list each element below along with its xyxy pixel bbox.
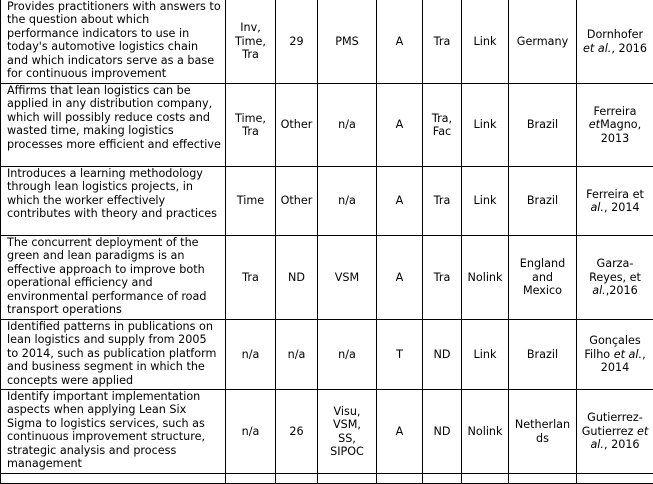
tool-line: Visu,: [321, 405, 373, 418]
approach-cell: [377, 320, 423, 390]
sample-cell: [276, 390, 318, 474]
link-cell: [462, 167, 509, 236]
area-cell: [423, 320, 462, 390]
description-cell: [1, 236, 226, 320]
sample-cell: [276, 84, 318, 167]
tool-line: n/a: [321, 118, 373, 131]
author-name: Garza-Reyes, et: [589, 257, 641, 283]
country-cell: [509, 0, 577, 84]
author-cell: [577, 390, 653, 474]
tool-line: SS,: [321, 432, 373, 445]
sample-text: 29: [289, 35, 303, 48]
empty-cell: [423, 474, 462, 484]
link-cell: [462, 84, 509, 167]
country-line: Brazil: [512, 118, 573, 131]
focus-line: n/a: [229, 348, 272, 361]
focus-cell: [226, 0, 276, 84]
link-text: Link: [474, 194, 497, 207]
country-cell: [509, 84, 577, 167]
table-row: [1, 390, 653, 474]
author-name: Ferreira: [594, 105, 637, 118]
description-text: Affirms that lean logistics can be applied in any distribution company, which will possibly reduce costs and wasted time, making logistics processes more efficient and effective: [7, 84, 221, 151]
description-cell: [1, 320, 226, 390]
description-cell: [1, 0, 226, 84]
sample-text: Other: [281, 118, 313, 131]
area-line: ND: [426, 425, 458, 438]
area-line: Tra,: [426, 112, 458, 125]
description-cell: [1, 390, 226, 474]
sample-text: 26: [289, 425, 303, 438]
table-row: [1, 167, 653, 236]
country-line: England: [512, 257, 573, 270]
table-row: [1, 84, 653, 167]
tool-cell: [318, 236, 377, 320]
empty-cell: [226, 474, 276, 484]
author-year: , 2016: [611, 42, 647, 55]
author-cell: [577, 84, 653, 167]
author-etal: al.: [592, 284, 606, 297]
area-line: Tra: [426, 271, 458, 284]
approach-text: T: [396, 348, 403, 361]
sample-text: n/a: [288, 348, 306, 361]
empty-cell: [462, 474, 509, 484]
country-cell: [509, 390, 577, 474]
area-line: ND: [426, 348, 458, 361]
author-year: , 2016: [604, 438, 640, 451]
sample-text: ND: [288, 271, 305, 284]
tool-cell: [318, 84, 377, 167]
focus-line: Time,: [229, 35, 272, 48]
country-line: Brazil: [512, 348, 573, 361]
focus-line: Time,: [229, 112, 272, 125]
tool-line: PMS: [321, 35, 373, 48]
link-cell: [462, 236, 509, 320]
author-name: Gonçales Filho: [584, 334, 640, 360]
approach-cell: [377, 0, 423, 84]
table-row: [1, 236, 653, 320]
author-year: , 2014: [601, 348, 646, 374]
country-cell: [509, 236, 577, 320]
empty-cell: [1, 474, 226, 484]
author-cell: [577, 167, 653, 236]
tool-line: VSM,: [321, 418, 373, 431]
country-cell: [509, 167, 577, 236]
approach-text: A: [396, 271, 404, 284]
table-row: [1, 0, 653, 84]
area-cell: [423, 0, 462, 84]
approach-cell: [377, 390, 423, 474]
focus-cell: [226, 236, 276, 320]
empty-cell: [509, 474, 577, 484]
focus-cell: [226, 320, 276, 390]
link-text: Nolink: [468, 271, 503, 284]
table-row: [1, 474, 653, 484]
tool-cell: [318, 320, 377, 390]
author-cell: [577, 0, 653, 84]
country-line: ds: [512, 432, 573, 445]
sample-cell: [276, 0, 318, 84]
link-text: Nolink: [468, 425, 503, 438]
description-text: The concurrent deployment of the green and lean paradigms is an effective approach to improve both operational efficiency and environmental performance of road transport operations: [7, 236, 206, 316]
focus-line: Tra: [229, 271, 272, 284]
author-name: Dornhofer: [587, 28, 643, 41]
tool-cell: [318, 167, 377, 236]
empty-cell: [577, 474, 653, 484]
description-cell: [1, 84, 226, 167]
author-year: , 2014: [604, 201, 640, 214]
approach-cell: [377, 167, 423, 236]
author-cell: [577, 320, 653, 390]
focus-line: Tra: [229, 48, 272, 61]
approach-text: A: [396, 425, 404, 438]
sample-cell: [276, 167, 318, 236]
focus-cell: [226, 390, 276, 474]
sample-text: Other: [281, 194, 313, 207]
area-cell: [423, 84, 462, 167]
country-line: Netherlan: [512, 418, 573, 431]
approach-text: A: [396, 118, 404, 131]
empty-cell: [377, 474, 423, 484]
author-etal: et: [589, 118, 600, 131]
tool-line: n/a: [321, 348, 373, 361]
author-name: Gutierrez-Gutierrez: [582, 411, 643, 437]
area-line: Fac: [426, 125, 458, 138]
author-name: Ferreira et: [586, 188, 644, 201]
focus-line: Tra: [229, 125, 272, 138]
area-cell: [423, 390, 462, 474]
approach-cell: [377, 84, 423, 167]
country-line: Mexico: [512, 284, 573, 297]
area-line: Tra: [426, 194, 458, 207]
description-text: Identify important implementation aspects when applying Lean Six Sigma to logistics services, such as continuous improvement structure, strategic analysis and process management: [7, 390, 205, 470]
description-text: Introduces a learning methodology through lean logistics projects, in which the worker effectively contributes with theory and practices: [7, 167, 217, 220]
link-text: Link: [474, 118, 497, 131]
focus-line: Time: [229, 194, 272, 207]
link-cell: [462, 320, 509, 390]
link-text: Link: [474, 35, 497, 48]
link-cell: [462, 0, 509, 84]
table-row: [1, 320, 653, 390]
empty-cell: [276, 474, 318, 484]
approach-cell: [377, 236, 423, 320]
author-etal: et al.: [583, 42, 611, 55]
author-year: Magno, 2013: [600, 118, 641, 144]
tool-cell: [318, 0, 377, 84]
link-cell: [462, 390, 509, 474]
focus-line: n/a: [229, 425, 272, 438]
link-text: Link: [474, 348, 497, 361]
description-text: Identified patterns in publications on lean logistics and supply from 2005 to 2014, such as publication platform and business segment in which the concepts were applied: [7, 320, 216, 387]
area-cell: [423, 167, 462, 236]
focus-line: Inv,: [229, 21, 272, 34]
country-line: Brazil: [512, 194, 573, 207]
author-cell: [577, 236, 653, 320]
sample-cell: [276, 236, 318, 320]
description-text: Provides practitioners with answers to the question about which performance indicators to use in today's automotive logistics chain and which indicators serve as a base for continuous improvement: [7, 0, 221, 80]
approach-text: A: [396, 194, 404, 207]
tool-line: VSM: [321, 271, 373, 284]
country-cell: [509, 320, 577, 390]
country-line: and: [512, 271, 573, 284]
focus-cell: [226, 84, 276, 167]
focus-cell: [226, 167, 276, 236]
tool-line: n/a: [321, 194, 373, 207]
area-cell: [423, 236, 462, 320]
author-etal: et al.: [614, 348, 642, 361]
description-cell: [1, 167, 226, 236]
table-body: [1, 0, 653, 484]
country-line: Germany: [512, 35, 573, 48]
author-etal: et al.: [590, 425, 648, 451]
tool-cell: [318, 390, 377, 474]
empty-cell: [318, 474, 377, 484]
approach-text: A: [396, 35, 404, 48]
area-line: Tra: [426, 35, 458, 48]
author-year: ,2016: [606, 284, 638, 297]
author-etal: al.: [590, 201, 604, 214]
tool-line: SIPOC: [321, 445, 373, 458]
sample-cell: [276, 320, 318, 390]
